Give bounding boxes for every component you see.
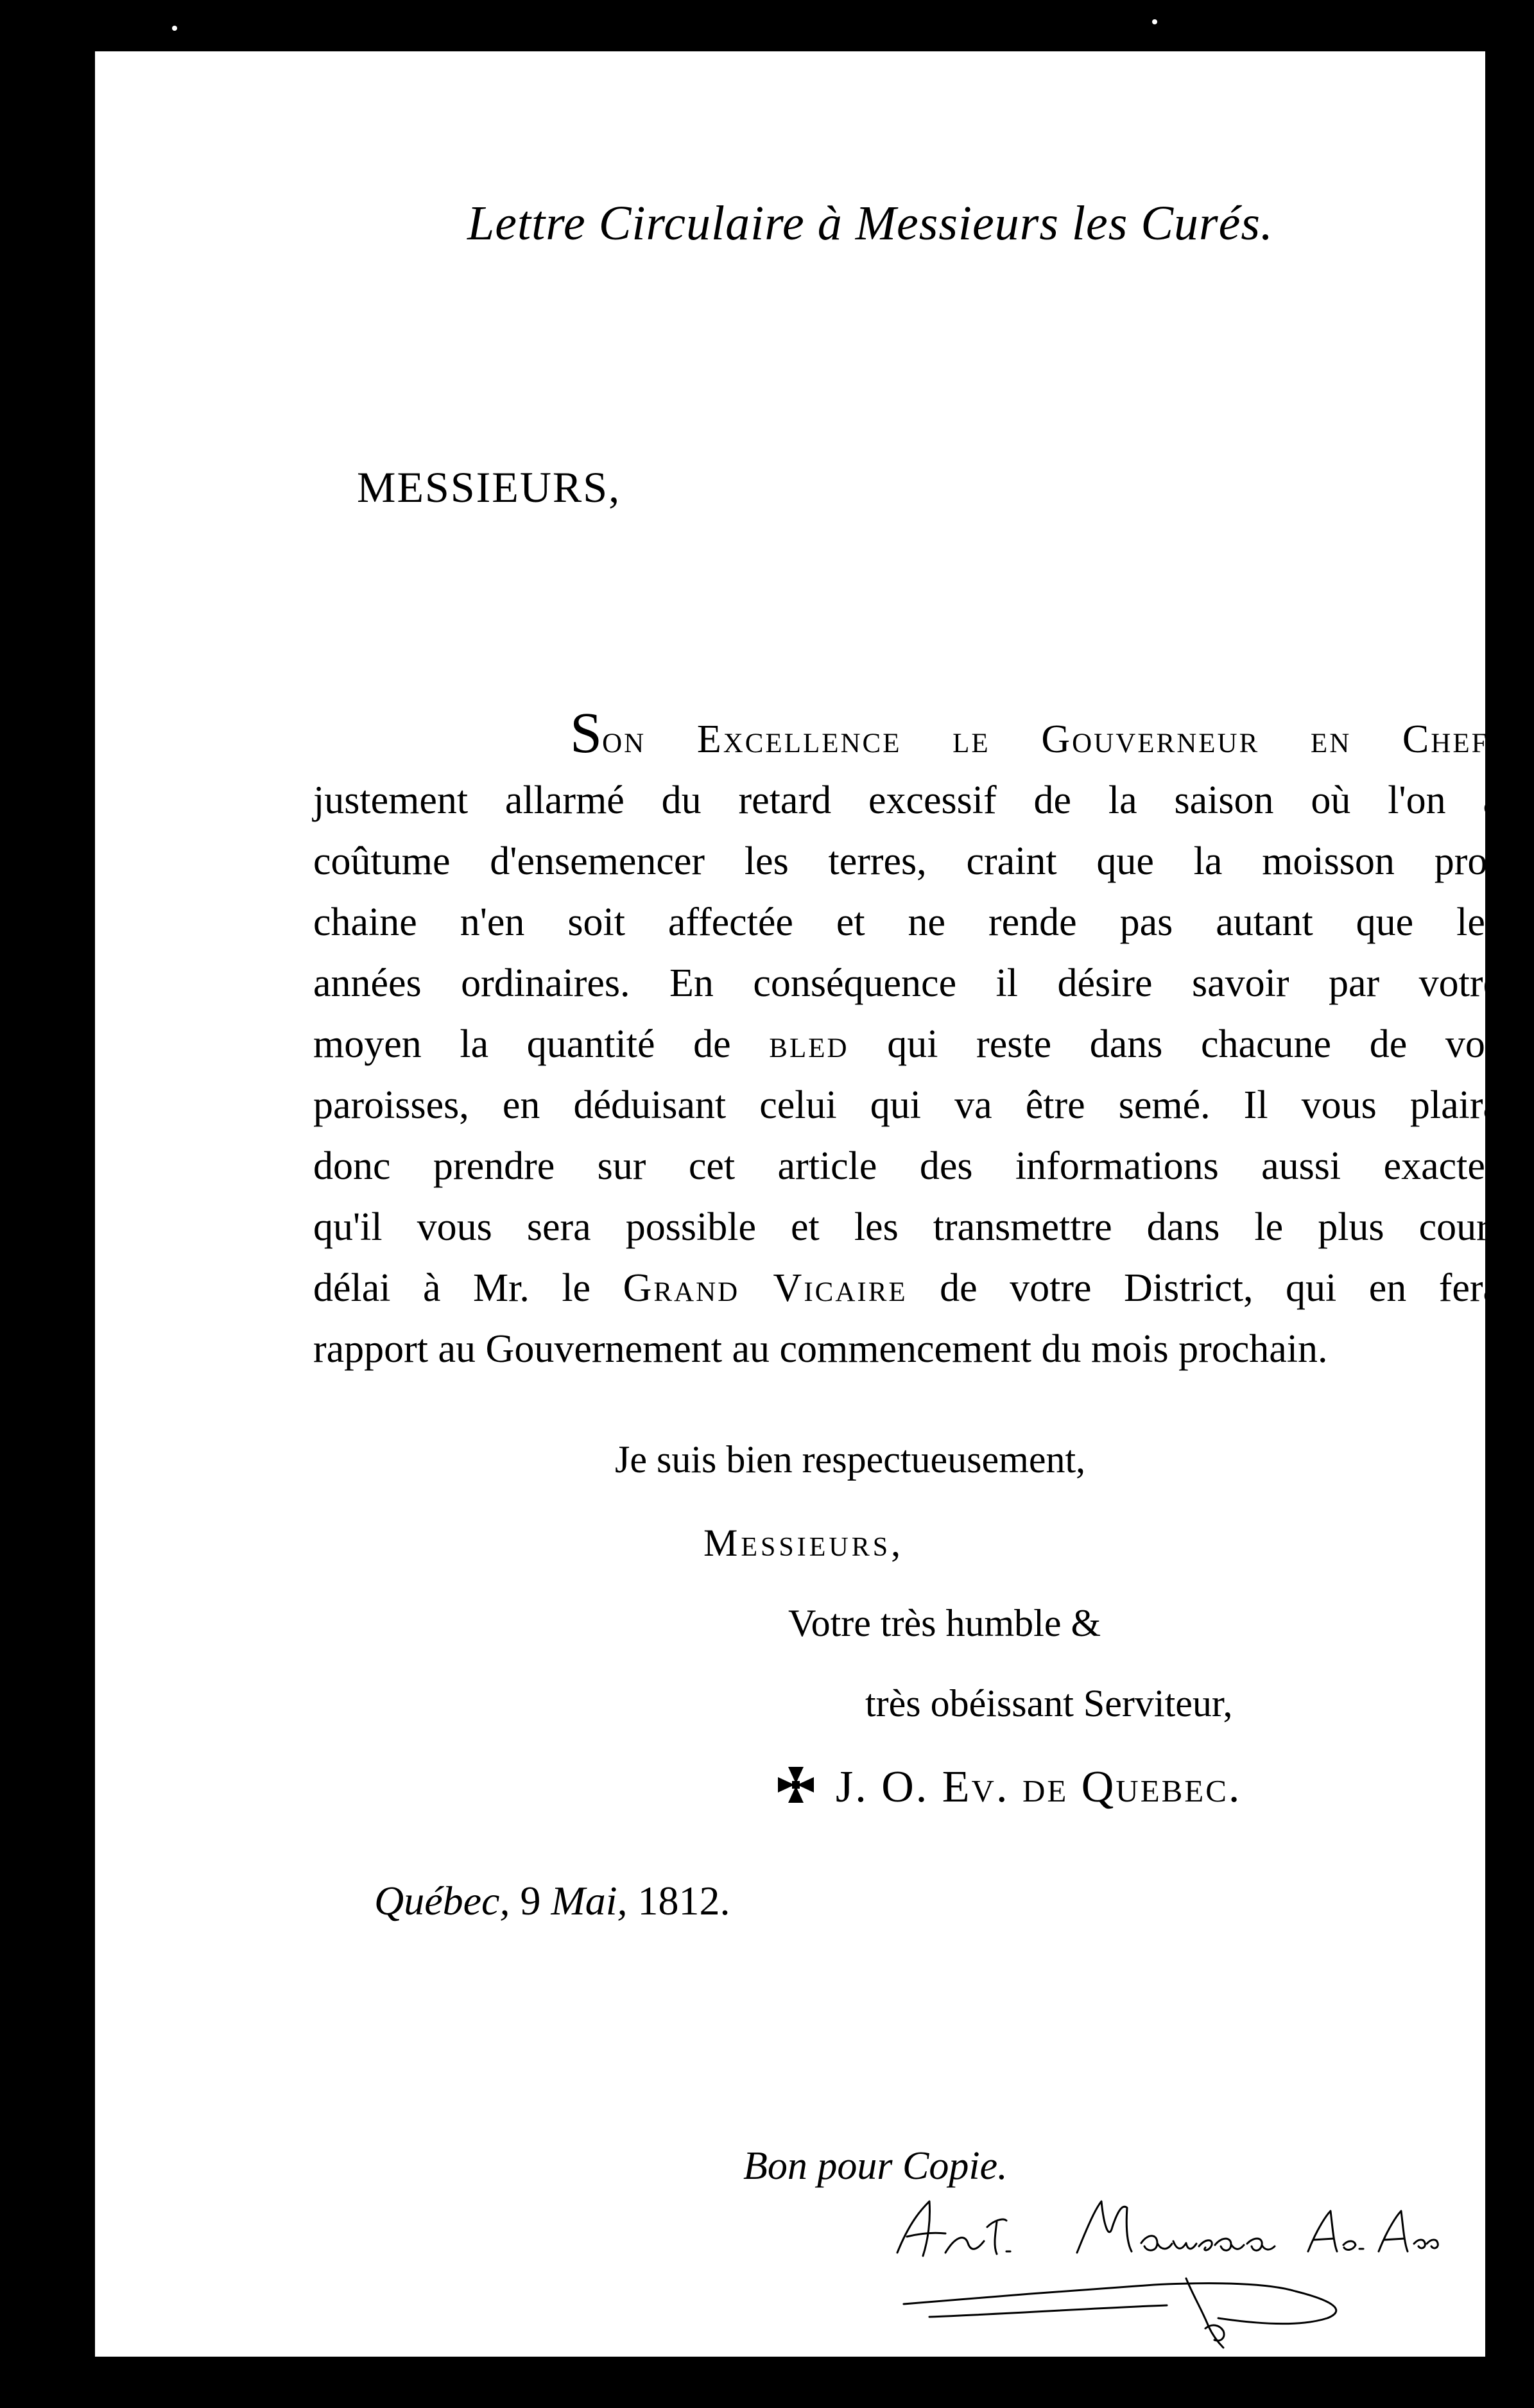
body-text: délai à Mr. le <box>313 1266 591 1310</box>
body-line <box>313 1014 1501 1075</box>
body-text: qui reste dans chacune de vos <box>887 1022 1501 1066</box>
scan-speck <box>1152 19 1157 24</box>
closing-respect: Je suis bien respectueusement, <box>615 1438 1086 1481</box>
governor-title: on Excellence le Gouverneur en Chef, <box>602 718 1501 761</box>
body-line: chaine n'en soit affectée et ne rende pas autant que les <box>313 900 1501 944</box>
body-line: paroisses, en déduisant celui qui va être semé. Il vous plaira <box>313 1083 1501 1127</box>
body-text: de votre District, qui en fera <box>940 1266 1501 1310</box>
date-day: 9 <box>520 1878 541 1923</box>
body-line <box>313 703 1501 770</box>
body-line: qu'il vous sera possible et les transmettre dans le plus court <box>313 1205 1501 1249</box>
grand-vicaire-term: Grand Vicaire <box>623 1266 908 1310</box>
cross-pattee-icon <box>775 1764 816 1805</box>
certification-note: Bon pour Copie. <box>743 2144 1008 2188</box>
body-text: moyen la quantité de <box>313 1022 731 1066</box>
body-line <box>313 1258 1501 1319</box>
signature-text: J. O. Ev. de Quebec. <box>836 1762 1242 1812</box>
printed-signature <box>775 1762 1241 1813</box>
body-line: rapport au Gouvernement au commencement du mois prochain. <box>313 1327 1328 1371</box>
scan-speck <box>172 26 177 31</box>
drop-cap: S <box>570 701 603 765</box>
date-line <box>374 1877 730 1925</box>
body-line: justement allarmé du retard excessif de la saison où l'on a <box>313 778 1501 822</box>
closing-servant: très obéissant Serviteur, <box>865 1682 1233 1724</box>
closing-messieurs: Messieurs, <box>703 1522 904 1564</box>
body-line: années ordinaires. En conséquence il désire savoir par votre <box>313 961 1501 1005</box>
date-place: Québec, <box>374 1878 510 1923</box>
salutation: MESSIEURS, <box>357 463 621 512</box>
date-month: Mai, <box>551 1878 628 1923</box>
document-title: Lettre Circulaire à Messieurs les Curés. <box>467 196 1273 250</box>
body-line: donc prendre sur cet article des informations aussi exactes <box>313 1144 1501 1188</box>
date-year: 1812. <box>637 1878 730 1923</box>
bled-term: bled <box>769 1022 849 1066</box>
document-page <box>95 51 1501 2357</box>
body-line: coûtume d'ensemencer les terres, craint que la moisson pro- <box>313 839 1501 883</box>
handwritten-signature <box>884 2182 1449 2375</box>
letter-body <box>313 703 1501 1380</box>
closing-humble: Votre très humble & <box>788 1602 1101 1644</box>
